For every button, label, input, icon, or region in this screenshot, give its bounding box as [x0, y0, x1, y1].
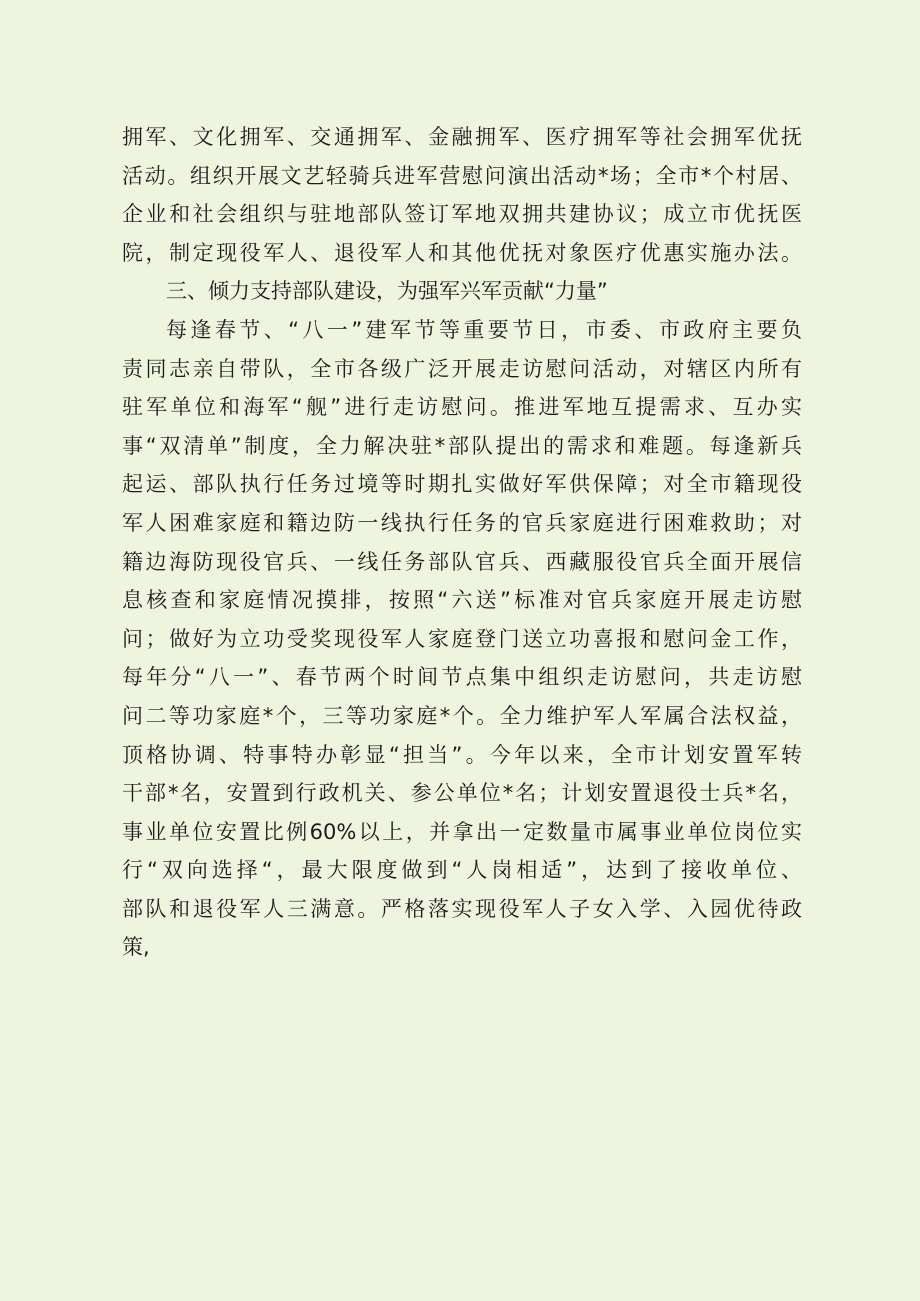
- text-line: 驻军单位和海军“舰”进行走访慰问。推进军地互提需求、互办实: [122, 395, 802, 420]
- text-line: 拥军、文化拥军、交通拥军、金融拥军、医疗拥军等社会拥军优抚: [122, 125, 802, 149]
- text-line: 院，制定现役军人、退役军人和其他优抚对象医疗优惠实施办法。: [122, 240, 802, 265]
- text-line: 每年分“八一”、春节两个时间节点集中组织走访慰问，共走访慰: [122, 665, 802, 690]
- text-line: 活动。组织开展文艺轻骑兵进军营慰问演出活动*场；全市*个村居、: [122, 163, 802, 188]
- text-line: 企业和社会组织与驻地部队签订军地双拥共建协议；成立市优抚医: [122, 202, 802, 227]
- text-line: 籍边海防现役官兵、一线任务部队官兵、西藏服役官兵全面开展信: [122, 549, 802, 574]
- text-line: 策,: [122, 935, 150, 960]
- text-line: 军人困难家庭和籍边防一线执行任务的官兵家庭进行困难救助；对: [122, 510, 802, 535]
- text-line: 起运、部队执行任务过境等时期扎实做好军供保障；对全市籍现役: [122, 472, 802, 497]
- text-line: 问；做好为立功受奖现役军人家庭登门送立功喜报和慰问金工作，: [122, 626, 802, 651]
- text-line: 息核查和家庭情况摸排，按照“六送”标准对官兵家庭开展走访慰: [122, 588, 802, 613]
- text-line: 三、倾力支持部队建设，为强军兴军贡献“力量”: [166, 279, 608, 304]
- body-text: [122, 118, 802, 967]
- text-line: 事业单位安置比例60%以上，并拿出一定数量市属事业单位岗位实: [122, 819, 802, 844]
- text-line: 问二等功家庭*个，三等功家庭*个。全力维护军人军属合法权益，: [122, 703, 802, 728]
- text-line: 干部*名，安置到行政机关、参公单位*名；计划安置退役士兵*名，: [122, 781, 802, 806]
- text-line: 责同志亲自带队，全市各级广泛开展走访慰问活动，对辖区内所有: [122, 356, 802, 381]
- text-line: 部队和退役军人三满意。严格落实现役军人子女入学、入园优待政: [122, 896, 802, 921]
- text-line: 每逢春节、“八一”建军节等重要节日，市委、市政府主要负: [166, 317, 802, 342]
- text-line: 顶格协调、特事特办彰显“担当”。今年以来，全市计划安置军转: [122, 742, 802, 767]
- text-line: 事“双清单”制度，全力解决驻*部队提出的需求和难题。每逢新兵: [122, 433, 802, 458]
- text-line: 行“双向选择“，最大限度做到“人岗相适”，达到了接收单位、: [122, 858, 802, 883]
